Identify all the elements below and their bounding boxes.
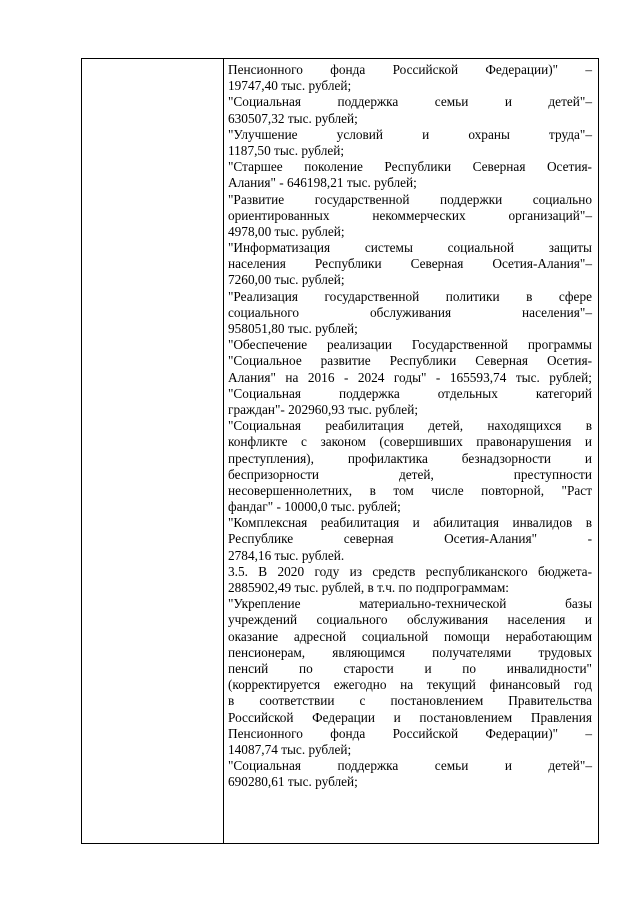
text-line: "Улучшение условий и охраны труда"–	[228, 126, 592, 142]
text-line: фандаг" - 10000,0 тыс. рублей;	[228, 499, 401, 515]
text-line: 690280,61 тыс. рублей;	[228, 774, 358, 790]
text-line: 14087,74 тыс. рублей;	[228, 741, 352, 757]
text-line: "Комплексная реабилитация и абилитация инвалидов в	[228, 515, 592, 531]
text-line: 7260,00 тыс. рублей;	[228, 272, 345, 288]
text-line: Республике северная Осетия-Алания" -	[228, 531, 592, 547]
text-line: "Социальное развитие Республики Северная Осетия-	[228, 353, 592, 369]
text-line: "Информатизация системы социальной защиты	[228, 240, 592, 256]
table-right-cell	[228, 62, 592, 790]
text-line: "Социальная поддержка семьи и детей"–	[228, 94, 592, 110]
text-line: пенсий по старости и по инвалидности"	[228, 660, 592, 676]
table-left-cell	[82, 59, 223, 843]
text-line: "Социальная поддержка отдельных категорий	[228, 385, 592, 401]
text-line: несовершеннолетних, в том числе повторной, "Раст	[228, 482, 592, 498]
text-line: социального обслуживания населения"–	[228, 304, 592, 320]
text-line: пенсионерам, являющимся получателями трудовых	[228, 644, 592, 660]
text-line: "Социальная реабилитация детей, находящихся в	[228, 418, 592, 434]
text-line: (корректируется ежегодно на текущий финансовый год	[228, 677, 592, 693]
text-line: ориентированных некоммерческих организаций"–	[228, 207, 592, 223]
text-line: беспризорности детей, преступности	[228, 466, 592, 482]
text-line: Российской Федерации и постановлением Правления	[228, 709, 592, 725]
text-line: "Социальная поддержка семьи и детей"–	[228, 758, 592, 774]
text-line: 4978,00 тыс. рублей;	[228, 223, 345, 239]
text-line: 630507,32 тыс. рублей;	[228, 110, 358, 126]
text-line: оказание адресной социальной помощи неработающим	[228, 628, 592, 644]
text-line: конфликте с законом (совершивших правонарушения и	[228, 434, 592, 450]
text-line: "Обеспечение реализации Государственной программы	[228, 337, 592, 353]
text-line: Алания" на 2016 - 2024 годы" - 165593,74 тыс. рублей;	[228, 369, 592, 385]
text-line: 3.5. В 2020 году из средств республиканского бюджета-	[228, 563, 592, 579]
text-line: Пенсионного фонда Российской Федерации)" –	[228, 62, 592, 77]
text-line: "Старшее поколение Республики Северная Осетия-	[228, 159, 592, 175]
text-line: преступления), профилактика безнадзорности и	[228, 450, 592, 466]
content-table	[81, 58, 599, 844]
text-line: 2784,16 тыс. рублей.	[228, 547, 345, 563]
text-line: 2885902,49 тыс. рублей, в т.ч. по подпрограммам:	[228, 580, 509, 595]
text-line: Алания" - 646198,21 тыс. рублей;	[228, 175, 417, 191]
text-line: "Укрепление материально-технической базы	[228, 596, 592, 612]
text-line: Пенсионного фонда Российской Федерации)" –	[228, 725, 592, 741]
text-line: в соответствии с постановлением Правительства	[228, 693, 592, 709]
text-line: 19747,40 тыс. рублей;	[228, 78, 352, 94]
text-line: учреждений социального обслуживания населения и	[228, 612, 592, 628]
text-line: "Реализация государственной политики в сфере	[228, 288, 592, 304]
column-divider	[223, 59, 224, 843]
text-line: 1187,50 тыс. рублей;	[228, 142, 345, 158]
text-line: 958051,80 тыс. рублей;	[228, 321, 358, 336]
text-line: населения Республики Северная Осетия-Алания"–	[228, 256, 592, 272]
text-line: граждан"- 202960,93 тыс. рублей;	[228, 401, 419, 417]
text-line: "Развитие государственной поддержки социально	[228, 191, 592, 207]
